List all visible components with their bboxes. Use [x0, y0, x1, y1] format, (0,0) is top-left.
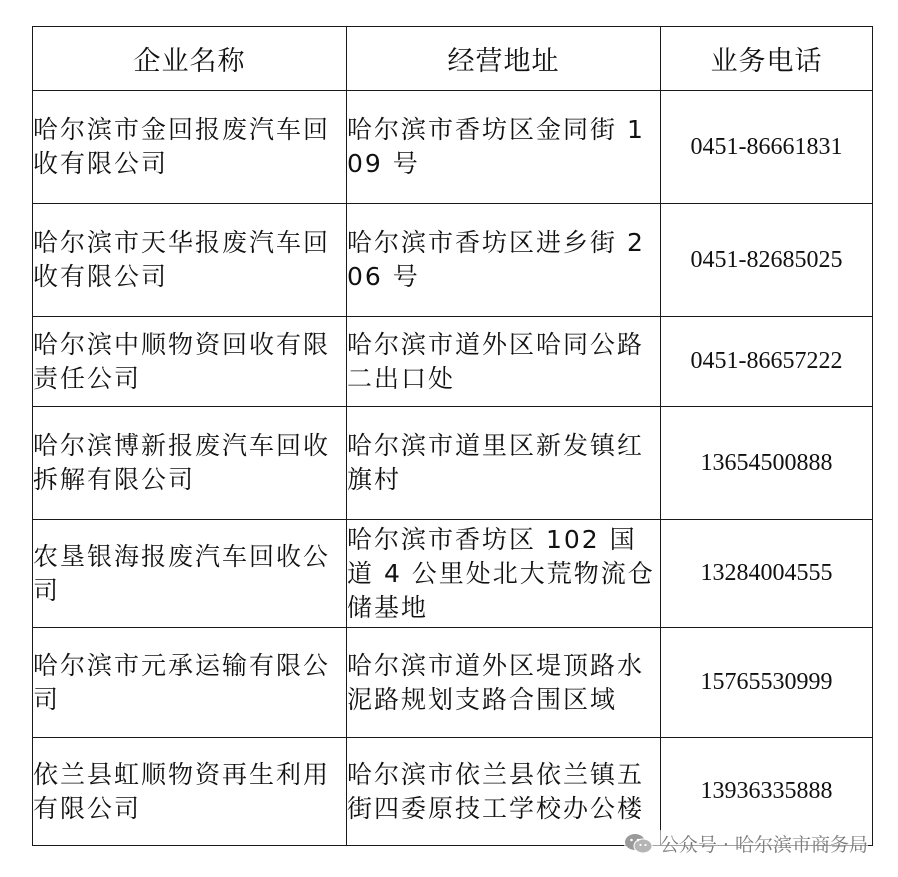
table-row: [33, 628, 873, 738]
cell-name: 哈尔滨博新报废汽车回收拆解有限公司: [33, 407, 347, 520]
cell-phone: 15765530999: [661, 628, 873, 738]
watermark: [624, 830, 868, 857]
table-row: [33, 204, 873, 317]
cell-name: 哈尔滨市天华报废汽车回收有限公司: [33, 204, 347, 317]
cell-address: 哈尔滨市道外区哈同公路二出口处: [347, 317, 661, 407]
cell-phone: 0451-82685025: [661, 204, 873, 317]
cell-name: 哈尔滨中顺物资回收有限责任公司: [33, 317, 347, 407]
header-business-phone: 业务电话: [661, 27, 873, 91]
cell-name: 农垦银海报废汽车回收公司: [33, 520, 347, 628]
wechat-icon: [624, 832, 654, 856]
cell-phone: 0451-86661831: [661, 91, 873, 204]
cell-address: 哈尔滨市香坊区进乡街 206 号: [347, 204, 661, 317]
cell-address: 哈尔滨市香坊区 102 国道 4 公里处北大荒物流仓储基地: [347, 520, 661, 628]
cell-address: 哈尔滨市道外区堤顶路水泥路规划支路合围区域: [347, 628, 661, 738]
table-row: [33, 317, 873, 407]
watermark-text: 公众号 · 哈尔滨市商务局: [659, 834, 868, 856]
cell-address: 哈尔滨市香坊区金同街 109 号: [347, 91, 661, 204]
cell-phone: 13936335888: [661, 738, 873, 846]
cell-phone: 13654500888: [661, 407, 873, 520]
cell-address: 哈尔滨市道里区新发镇红旗村: [347, 407, 661, 520]
table-row: [33, 520, 873, 628]
cell-name: 哈尔滨市元承运输有限公司: [33, 628, 347, 738]
table-row: [33, 91, 873, 204]
cell-phone: 0451-86657222: [661, 317, 873, 407]
header-row: [33, 27, 873, 91]
cell-name: 依兰县虹顺物资再生利用有限公司: [33, 738, 347, 846]
cell-address: 哈尔滨市依兰县依兰镇五街四委原技工学校办公楼: [347, 738, 661, 846]
table-row: [33, 407, 873, 520]
header-enterprise-name: 企业名称: [33, 27, 347, 91]
cell-name: 哈尔滨市金回报废汽车回收有限公司: [33, 91, 347, 204]
cell-phone: 13284004555: [661, 520, 873, 628]
header-business-address: 经营地址: [347, 27, 661, 91]
enterprise-table: [32, 26, 873, 846]
